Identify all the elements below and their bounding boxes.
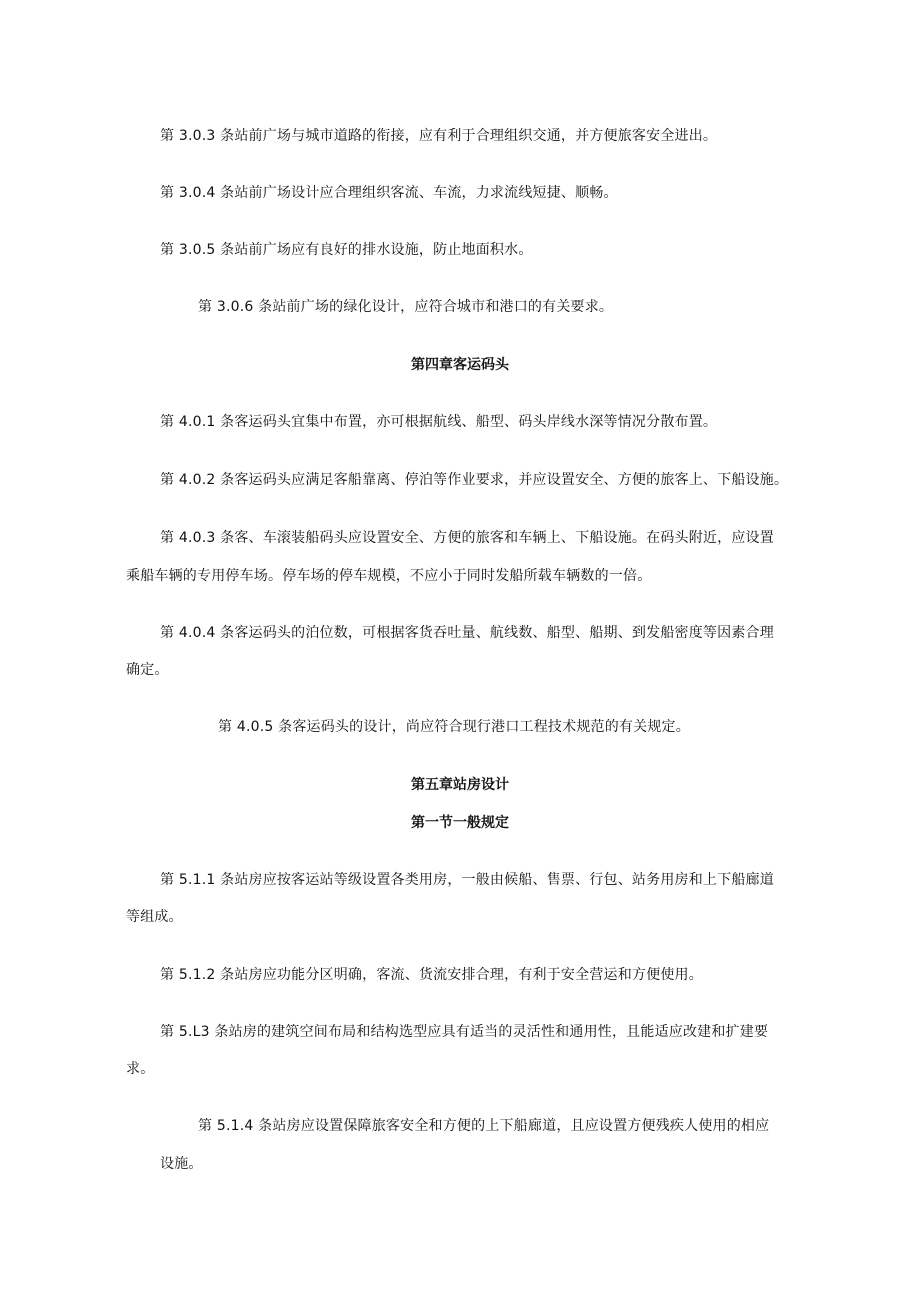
clause-text-line-2: 乘船车辆的专用停车场。停车场的停车规模，不应小于同时发船所载车辆数的一倍。 xyxy=(126,568,652,584)
clause-text-line-1: 第 4.0.3 条客、车滚装船码头应设置安全、方便的旅客和车辆上、下船设施。在码头附近，应设置 xyxy=(160,530,774,546)
clause-text: 第 3.0.6 条站前广场的绿化设计，应符合城市和港口的有关要求。 xyxy=(198,299,614,315)
clause-text-line-2: 设施。 xyxy=(160,1156,203,1172)
clause-text: 第 3.0.5 条站前广场应有良好的排水设施，防止地面积水。 xyxy=(160,242,533,258)
clause-text-line-1: 第 4.0.4 条客运码头的泊位数，可根据客货吞吐量、航线数、船型、船期、到发船密度等因素合理 xyxy=(160,625,774,641)
section-1-heading: 第一节一般规定 xyxy=(411,815,509,831)
clause-text-line-1: 第 5.1.1 条站房应按客运站等级设置各类用房，一般由候船、售票、行包、站务用房和上下船廊道 xyxy=(160,872,774,888)
clause-text: 第 4.0.5 条客运码头的设计，尚应符合现行港口工程技术规范的有关规定。 xyxy=(218,719,690,735)
clause-text: 第 3.0.3 条站前广场与城市道路的衔接，应有利于合理组织交通，并方便旅客安全进出。 xyxy=(160,128,718,144)
clause-text: 第 5.1.2 条站房应功能分区明确，客流、货流安排合理，有利于安全营运和方便使用。 xyxy=(160,967,703,983)
clause-text-line-1: 第 5.1.4 条站房应设置保障旅客安全和方便的上下船廊道，且应设置方便残疾人使用的相应 xyxy=(198,1118,770,1134)
clause-text-line-2: 等组成。 xyxy=(126,909,183,925)
clause-text-line-1: 第 5.L3 条站房的建筑空间布局和结构选型应具有适当的灵活性和通用性，且能适应改建和扩建要 xyxy=(160,1024,769,1040)
clause-text: 第 4.0.1 条客运码头宜集中布置，亦可根据航线、船型、码头岸线水深等情况分散布置。 xyxy=(160,414,718,430)
chapter-5-heading: 第五章站房设计 xyxy=(411,777,509,793)
chapter-4-heading: 第四章客运码头 xyxy=(411,357,509,373)
clause-text-line-2: 求。 xyxy=(126,1061,155,1077)
clause-text: 第 3.0.4 条站前广场设计应合理组织客流、车流，力求流线短捷、顺畅。 xyxy=(160,185,618,201)
clause-text: 第 4.0.2 条客运码头应满足客船靠离、停泊等作业要求，并应设置安全、方便的旅客上、下船设施。 xyxy=(160,472,789,488)
clause-text-line-2: 确定。 xyxy=(126,662,169,678)
